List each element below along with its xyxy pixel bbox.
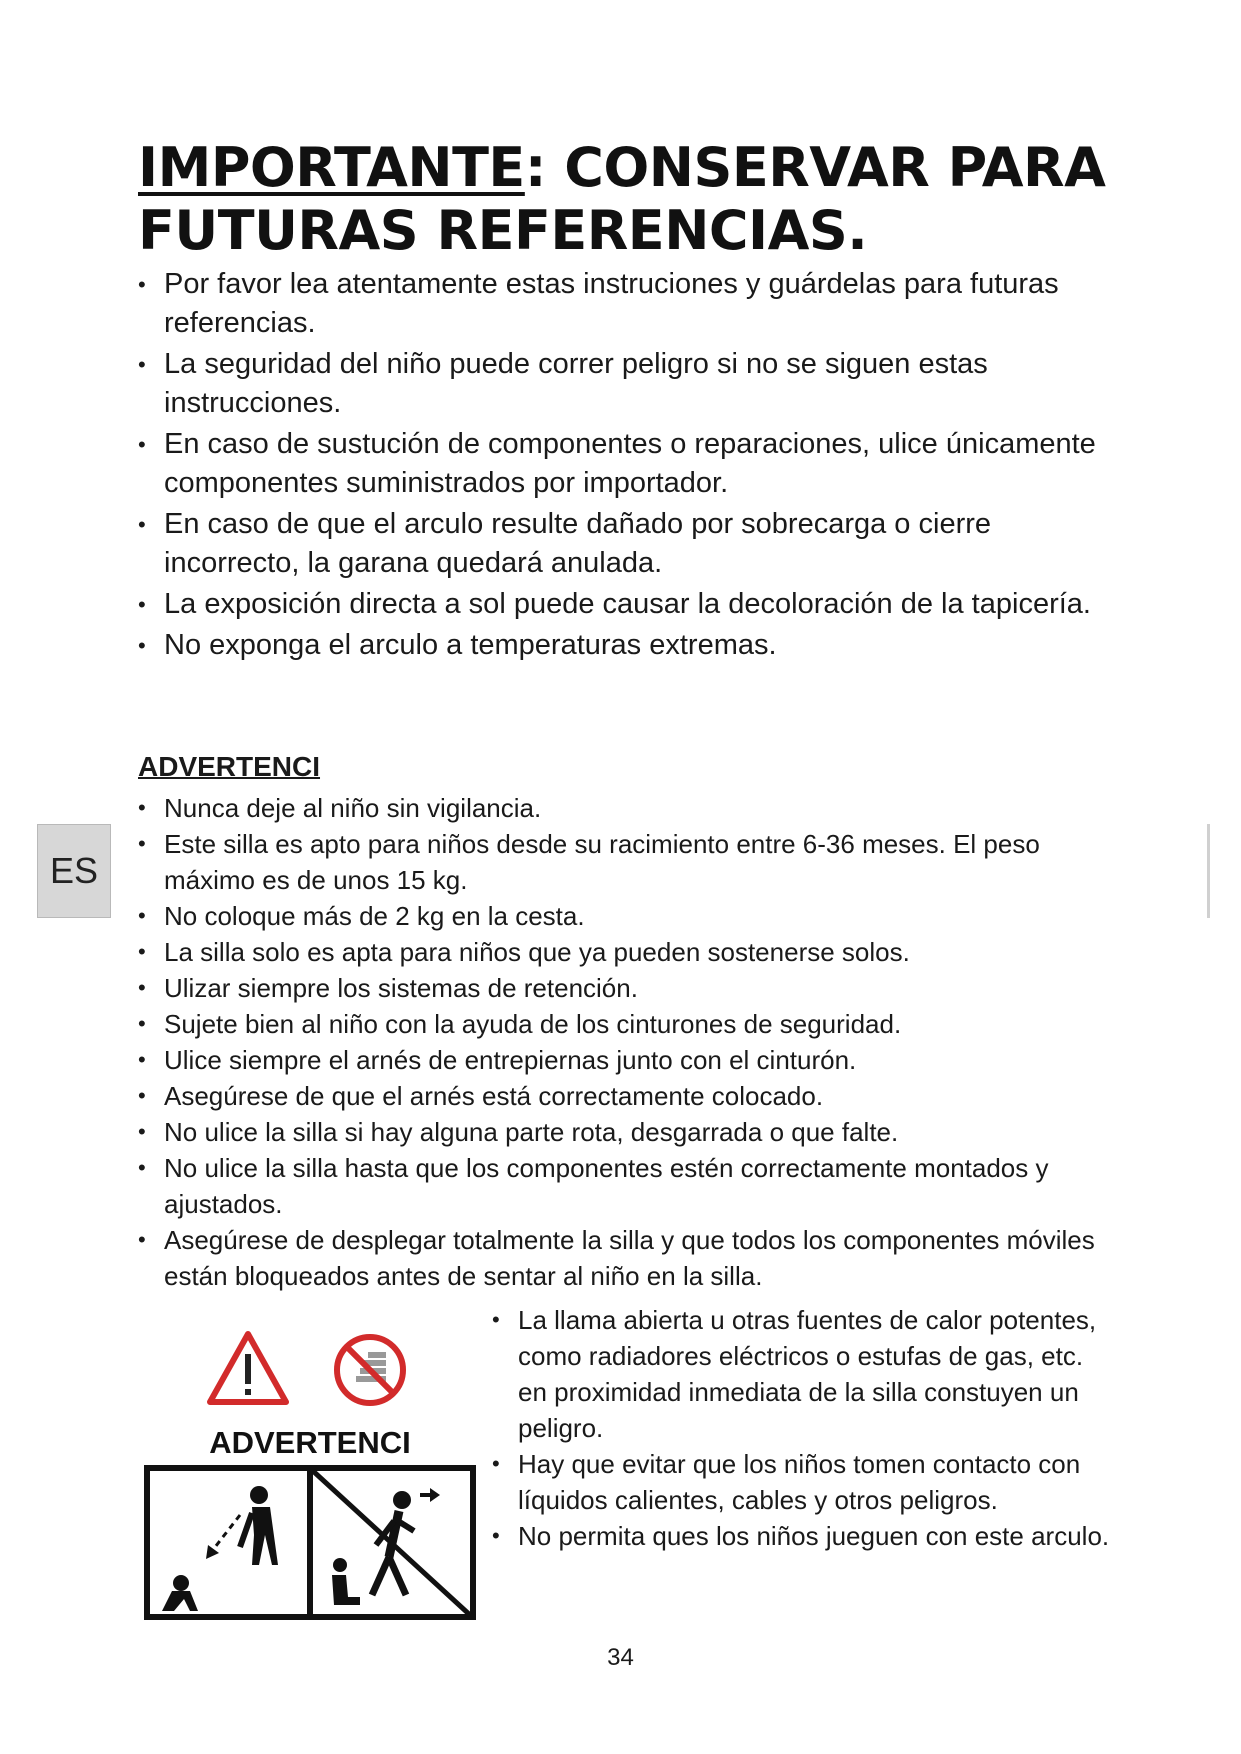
list-item: • No coloque más de 2 kg en la cesta. bbox=[138, 898, 1118, 934]
list-item: • En caso de sustución de componentes o reparaciones, ulice únicamente componentes suministrados por importador. bbox=[138, 425, 1118, 503]
list-item: • Nunca deje al niño sin vigilancia. bbox=[138, 790, 1118, 826]
title-line2: FUTURAS REFERENCIAS. bbox=[138, 199, 868, 262]
list-item: • Este silla es apto para niños desde su racimiento entre 6-36 meses. El peso máximo es de unos 15 kg. bbox=[138, 826, 1118, 898]
list-item: • La llama abierta u otras fuentes de calor potentes, como radiadores eléctricos o estufas de gas, etc. en proximidad inmediata de la silla constuyen un peligro. bbox=[492, 1302, 1112, 1446]
list-item: • Ulice siempre el arnés de entrepiernas junto con el cinturón. bbox=[138, 1042, 1118, 1078]
warning-heading: ADVERTENCI bbox=[138, 751, 321, 782]
list-item: • No permita ques los niños jueguen con este arculo. bbox=[492, 1518, 1112, 1554]
important-list bbox=[138, 265, 1118, 667]
list-item: • No exponga el arculo a temperaturas extremas. bbox=[138, 626, 1118, 665]
language-tab bbox=[37, 824, 111, 918]
warning-side-list bbox=[492, 1302, 1112, 1554]
side-divider bbox=[1207, 824, 1210, 918]
title-underlined: IMPORTANTE bbox=[138, 136, 525, 199]
list-item: • Por favor lea atentamente estas instruciones y guárdelas para futuras referencias. bbox=[138, 265, 1118, 343]
list-item: • La exposición directa a sol puede causar la decoloración de la tapicería. bbox=[138, 585, 1118, 624]
warning-pictograms bbox=[140, 1330, 480, 1630]
list-item: • La silla solo es apta para niños que ya pueden sostenerse solos. bbox=[138, 934, 1118, 970]
list-item: • En caso de que el arculo resulte dañado por sobrecarga o cierre incorrecto, la garana quedará anulada. bbox=[138, 505, 1118, 583]
warning-list bbox=[138, 790, 1118, 1294]
title-rest: : CONSERVAR PARA bbox=[524, 136, 1106, 199]
list-item: • Hay que evitar que los niños tomen contacto con líquidos calientes, cables y otros peligros. bbox=[492, 1446, 1112, 1518]
list-item: • No ulice la silla si hay alguna parte rota, desgarrada o que falte. bbox=[138, 1114, 1118, 1150]
list-item: • Sujete bien al niño con la ayuda de los cinturones de seguridad. bbox=[138, 1006, 1118, 1042]
warning-triangle-icon bbox=[206, 1330, 290, 1406]
list-item: • La seguridad del niño puede correr peligro si no se siguen estas instrucciones. bbox=[138, 345, 1118, 423]
warning-pictogram-panel bbox=[144, 1465, 476, 1620]
page-title bbox=[138, 136, 1138, 262]
no-stairs-icon bbox=[332, 1332, 408, 1408]
list-item: • Ulizar siempre los sistemas de retención. bbox=[138, 970, 1118, 1006]
pictogram-label: ADVERTENCI bbox=[209, 1425, 411, 1460]
list-item: • Asegúrese de que el arnés está correctamente colocado. bbox=[138, 1078, 1118, 1114]
list-item: • No ulice la silla hasta que los componentes estén correctamente montados y ajustados. bbox=[138, 1150, 1118, 1222]
page-number: 34 bbox=[607, 1644, 634, 1671]
language-tab-label: ES bbox=[49, 850, 99, 891]
list-item: • Asegúrese de desplegar totalmente la silla y que todos los componentes móviles están bloqueados antes de sentar al niño en la silla. bbox=[138, 1222, 1118, 1294]
